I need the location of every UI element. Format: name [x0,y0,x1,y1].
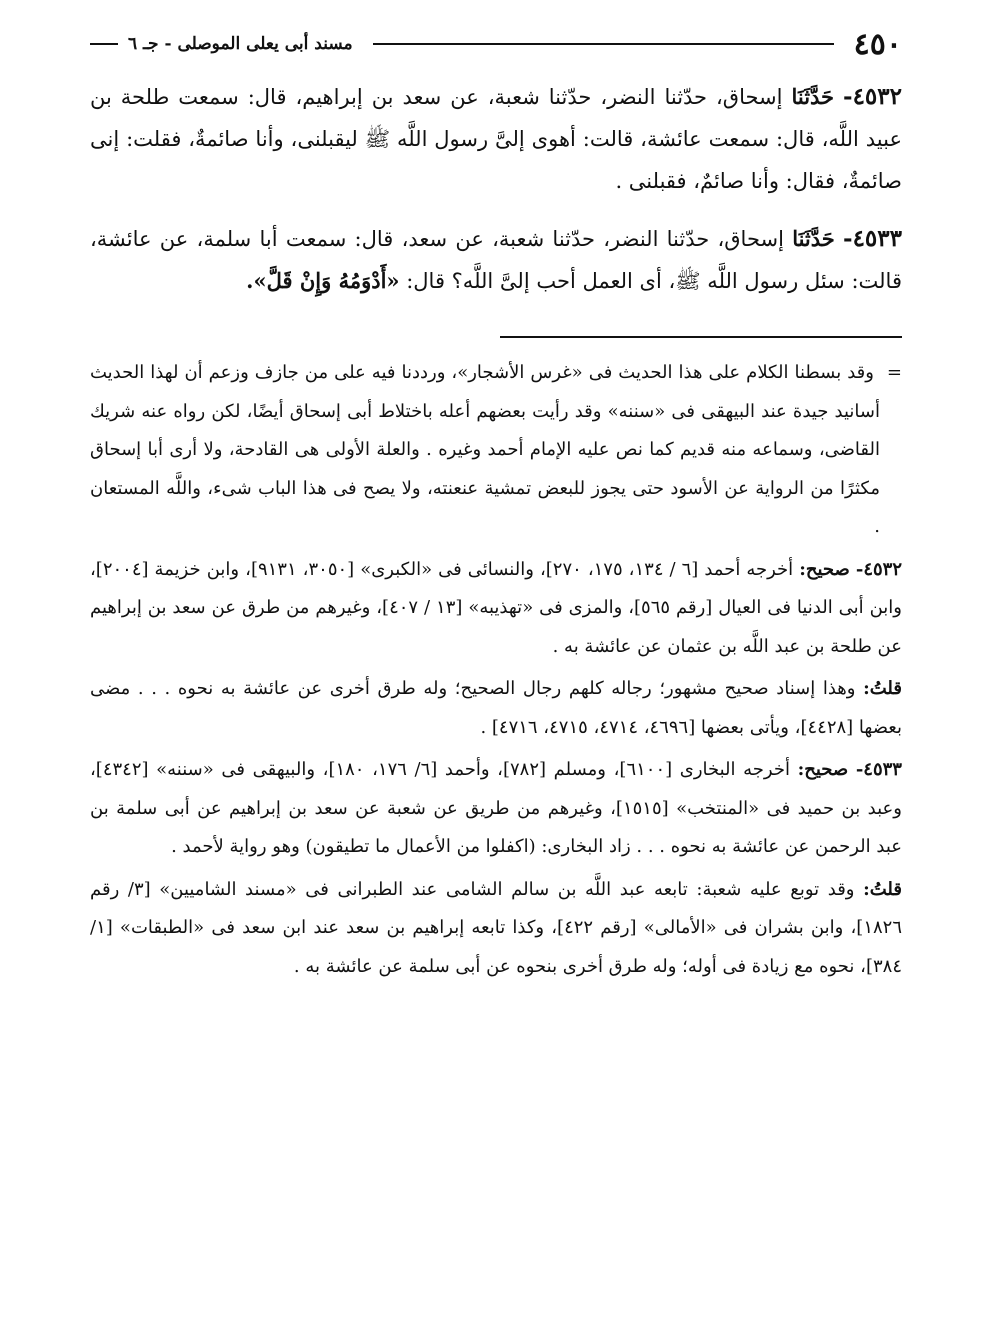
qultu-label: قلتُ: [863,878,902,900]
book-page [90,22,902,990]
hadith-number: ٤٥٣٢- [843,83,902,110]
hadith-opening-verb: حَدَّثَنَا [791,84,835,109]
footnote-text: وقد بسطنا الكلام على هذا الحديث فى «غرس الأشجار»، ورددنا فيه على من جازف وزعم أن لهذا الحديث أسانيد جيدة عند البيهقى فى «سننه» وقد رأيت بعضهم أعله باختلاط أبى إسحاق أيضًا، لكن رواه عنه شريك القاضى، وسماعه منه قديم كما نص عليه الإمام أحمد وغيره . والعلة الأولى هى القادحة، ولا أرى أبا إسحاق مكثرًا من الرواية عن الأسود حتى يجوز للبعض تمشية عنعنته، ولا يصح فى هذا الباب شىء، واللَّه المستعان . [90,362,880,537]
header-rule [373,43,834,45]
hadith-text: إسحاق، حدّثنا النضر، حدّثنا شعبة، عن سعد، قال: سمعت أبا سلمة، عن عائشة، قالت: سئل رسول اللَّه ﷺ، أى العمل أحب إلىَّ اللَّه؟ قال: [90,227,902,293]
qultu-label: قلتُ: [863,678,902,699]
hadith-number: ٤٥٣٣- [843,225,902,252]
footnotes [90,354,902,986]
hadith-4532 [90,76,902,202]
footnote-text: أخرجه أحمد [٦ / ١٣٤، ١٧٥، ٢٧٠]، والنسائى فى «الكبرى» [٣٠٥٠، ٩١٣١]، وابن خزيمة [٢٠٠٤]، وابن أبى الدنيا فى العيال [رقم ٥٦٥]، والمزى فى «تهذيبه» [١٣ / ٤٠٧]، وغيرهم من طرق عن سعد بن إبراهيم عن طلحة بن عبد اللَّه بن عثمان عن عائشة به . [90,558,902,657]
hadith-quote: «أَدْوَمُهُ وَإِنْ قَلَّ». [246,268,400,293]
page-number: ٤٥٠ [853,26,902,62]
grading-label: صحيح: [797,759,849,780]
book-title: مسند أبى يعلى الموصلى - جـ ٦ [128,34,353,54]
page-header [90,22,902,66]
footnote-4532 [90,551,902,667]
footnote-4533-comment [90,871,902,987]
hadith-4533 [90,218,902,302]
comment-text: وهذا إسناد صحيح مشهور؛ رجاله كلهم رجال الصحيح؛ وله طرق أخرى عن عائشة به نحوه . . . مضى بعضها [٤٤٢٨]، ويأتى بعضها [٤٦٩٦، ٤٧١٤، ٤٧١٥، ٤٧١٦] . [90,678,902,738]
hadith-opening-verb: حَدَّثَنَا [792,226,835,251]
footnote-continuation [90,354,902,547]
footnote-text: أخرجه البخارى [٦١٠٠]، ومسلم [٧٨٢]، وأحمد [٦/ ١٧٦، ١٨٠]، والبيهقى فى «سننه» [٤٣٤٢]، وعبد بن حميد فى «المنتخب» [١٥١٥]، وغيرهم من طريق عن شعبة عن سعد بن إبراهيم عن أبى سلمة بن عبد الرحمن عن عائشة به نحوه . . . زاد البخارى: (اكفلوا من الأعمال ما تطيقون) وهو رواية لأحمد . [90,759,902,857]
hadith-text: إسحاق، حدّثنا النضر، حدّثنا شعبة، عن سعد بن إبراهيم، قال: سمعت طلحة بن عبيد اللَّه، قال: سمعت عائشة، قالت: أهوى إلىَّ رسول اللَّه ﷺ ليقبلنى، وأنا صائمةٌ، فقلت: إنى صائمةٌ، فقال: وأنا صائمٌ، فقبلنى . [90,85,902,193]
footnote-4533 [90,751,902,867]
continuation-mark: = [886,362,902,383]
footnote-4532-comment [90,670,902,747]
comment-text: وقد توبع عليه شعبة: تابعه عبد اللَّه بن سالم الشامى عند الطبرانى فى «مسند الشاميين» [٣/ رقم ١٨٢٦]، وابن بشران فى «الأمالى» [رقم ٤٢٢]، وكذا تابعه إبراهيم بن سعد عند ابن سعد فى «الطبقات» [١/ ٣٨٤]، نحوه مع زيادة فى أوله؛ وله طرق أخرى بنحوه عن أبى سلمة عن عائشة به . [90,878,902,977]
header-rule-end [90,43,118,45]
footnote-divider [500,336,902,338]
footnote-number: ٤٥٣٣- [855,759,902,780]
footnote-number: ٤٥٣٢- [855,558,903,580]
grading-label: صحيح: [799,558,850,580]
